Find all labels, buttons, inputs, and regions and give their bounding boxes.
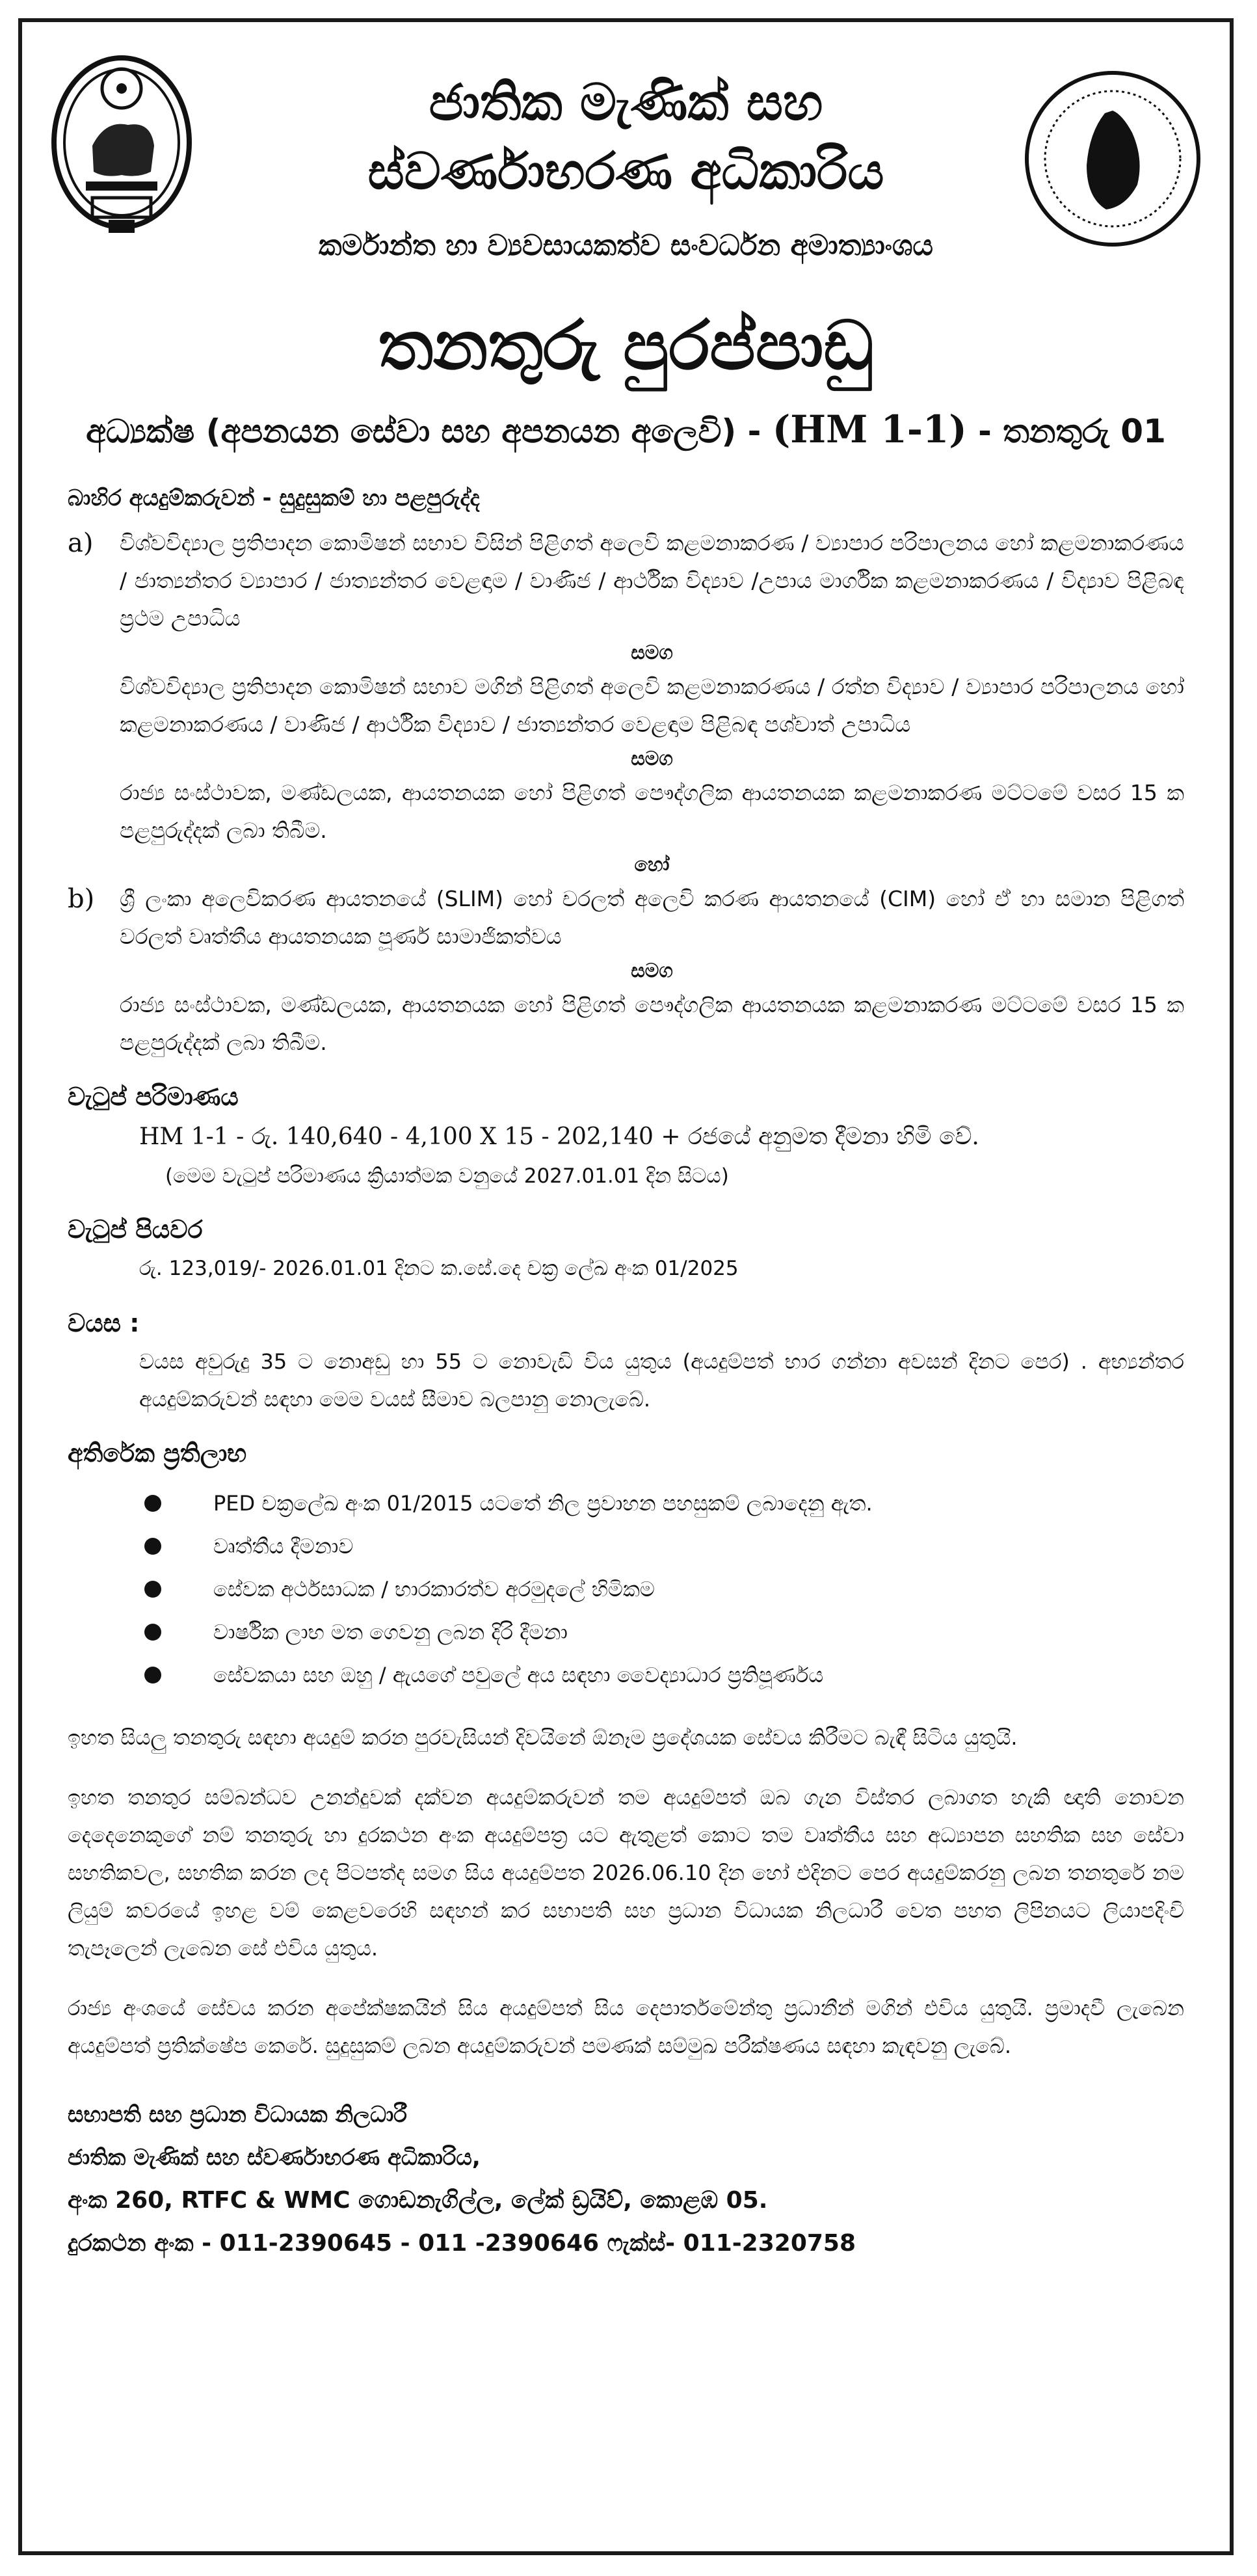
list-item (68, 1482, 1184, 1525)
age-text: වයස අවුරුදු 35 ට නොඅඩු හා 55 ට නොවැඩි විය යුතුය (අයදුම්පත් භාර ගන්නා අවසන් දිනට පෙර) . අභ්‍යන්තර අයදුම්කරුවන් සඳහා මෙම වයස් සීමාව බලපානු නොලැබේ. (139, 1349, 1184, 1412)
conjunction-and: සමග (631, 959, 673, 982)
list-item (68, 1611, 1184, 1654)
post-count: - තනතුරු 01 (966, 412, 1166, 450)
bullet-icon (144, 1538, 161, 1555)
qualification-b-experience: රාජ්‍ය සංස්ථාවක, මණ්ඩලයක, ආයතනයක හෝ පිළිගත් පෞද්ගලික ආයතනයක කළමනාකරණ මට්ටමේ වසර 15 ක පළපුරුද්දක් ලබා තිබීම. (120, 992, 1184, 1055)
benefit-text: වාර්ෂික ලාභ මත ගෙවනු ලබන දිරි දීමනා (213, 1620, 568, 1644)
notice-title: තනතුරු පුරප්පාඩු (378, 306, 874, 385)
post-title (48, 407, 1204, 451)
org-name-line2: ස්වර්ණාභරණ අධිකාරිය (367, 142, 884, 201)
benefit-text: සේවක අර්ථසාධක / භාරකාරත්ව අරමුදලේ හිමිකම (213, 1577, 655, 1602)
notice-header (22, 22, 1230, 334)
ministry-name: කර්මාන්ත හා ව්‍යවසායකත්ව සංවර්ධන අමාත්‍යාංශය (318, 229, 934, 262)
qualification-a-experience: රාජ්‍ය සංස්ථාවක, මණ්ඩලයක, ආයතනයක හෝ පිළිගත් පෞද්ගලික ආයතනයක කළමනාකරණ මට්ටමේ වසර 15 ක පළපුරුද්දක් ලබා තිබීම. (120, 780, 1184, 843)
benefit-text: වෘත්තීය දීමනාව (213, 1534, 354, 1559)
signoff-block (68, 2093, 1184, 2265)
org-name-line1: ජාතික මැණික් සහ (429, 74, 823, 132)
bullet-icon (144, 1667, 161, 1684)
qualification-a-label: a) (68, 528, 94, 558)
signoff-title: සභාපති සහ ප්‍රධාන විධායක නිලධාරී (68, 2102, 407, 2128)
salary-heading: වැටුප් පරිමාණය (68, 1082, 239, 1111)
list-item (68, 1654, 1184, 1697)
list-item (68, 1568, 1184, 1611)
salary-step-text: රු. 123,019/- 2026.01.01 දිනට ක.සේ.දෙ චක්‍ර ලේඛ අංක 01/2025 (139, 1257, 739, 1280)
benefits-heading: අතිරේක ප්‍රතිලාභ (68, 1439, 247, 1468)
qualification-a (68, 524, 1184, 637)
signoff-address: අංක 260, RTFC & WMC ගොඩනැගිල්ල, ලේක් ඩ්‍රයිව්, කොළඹ 05. (68, 2187, 768, 2214)
qualification-a-postgrad: විශ්වවිද්‍යාල ප්‍රතිපාදන කොමිෂන් සභාව මගින් පිළිගත් අලෙවි කළමනාකරණය / රත්න විද්‍යාව / ව්‍යාපාර පරිපාලනය හෝ කළමනාකරණය / වාණිජ / ආර්ථික විද්‍යාව / ජාත්‍යන්තර වෙළඳාම පිළිබඳ පශ්චාත් උපාධිය (120, 674, 1184, 737)
conjunction-or: හෝ (634, 853, 670, 876)
age-heading: වයස : (68, 1309, 140, 1337)
service-area-paragraph: ඉහත සියලු තනතුරු සඳහා අයදුම් කරන පුරවැසියන් දිවයිනේ ඕනෑම ප්‍රදේශයක සේවය කිරීමට බැඳී සිටිය යුතුයි. (68, 1725, 1018, 1750)
salary-note: (මෙම වැටුප් පරිමාණය ක්‍රියාත්මක වනුයේ 2027.01.01 දින සිටය) (165, 1164, 729, 1188)
signoff-organization: ජාතික මැණික් සහ ස්වර්ණාභරණ අධිකාරිය, (68, 2145, 481, 2171)
conjunction-and: සමග (631, 747, 673, 770)
list-item (68, 1525, 1184, 1568)
salary-scale: HM 1-1 - රු. 140,640 - 4,100 X 15 - 202,140 + රජයේ අනුමත දීමනා හිමි වේ. (139, 1123, 979, 1150)
qualification-b (68, 880, 1184, 956)
benefits-list (68, 1482, 1184, 1697)
notice-content (68, 485, 1184, 2265)
salary-step-heading: වැටුප් පියවර (68, 1215, 203, 1244)
post-name: අධ්‍යක්ෂ (අපනයන සේවා සහ අපනයන අලෙවි) - (86, 412, 773, 450)
vacancy-notice (18, 18, 1234, 2555)
bullet-icon (144, 1581, 161, 1598)
benefit-text: සේවකයා සහ ඔහු / ඇයගේ පවුලේ අය සඳහා වෛද්‍යාධාර ප්‍රතිපූර්ණය (213, 1663, 824, 1687)
public-sector-paragraph: රාජ්‍ය අංශයේ සේවය කරන අපේක්ෂකයින් සිය අයදුම්පත් සිය දෙපාර්තමේන්තු ප්‍රධානීන් මගින් එවිය යුතුයි. ප්‍රමාදවී ලැබෙන අයදුම්පත් ප්‍රතික්ෂේප කෙරේ. සුදුසුකම් ලබන අයදුම්කරුවන් පමණක් සම්මුඛ පරීක්ෂණය සඳහා කැඳවනු ලැබේ. (68, 1996, 1184, 2058)
conjunction-and: සමග (631, 641, 673, 664)
bullet-icon (144, 1495, 161, 1512)
benefit-text: PED චක්‍රලේඛ අංක 01/2015 යටතේ නිල ප්‍රවාහන පහසුකම් ලබාදෙනු ඇත. (213, 1491, 873, 1516)
bullet-icon (144, 1624, 161, 1641)
qualification-b-membership: ශ්‍රී ලංකා අලෙවිකරණ ආයතනයේ (SLIM) හෝ චරලත් අලෙවි කරණ ආයතනයේ (CIM) හෝ ඒ හා සමාන පිළිගත් වරලත් වෘත්තීය ආයතනයක පූර්ණ සාමාජිකත්වය (120, 886, 1184, 949)
application-paragraph: ඉහත තනතුර සම්බන්ධව උනන්දුවක් දක්වන අයදුම්කරුවන් තම අයදුම්පත් ඔබ ගැන විස්තර ලබාගත හැකි ඥාති නොවන දෙදෙනෙකුගේ නම් තනතුරු හා දුරකථන අංක අයදුම්පත්‍ර යට ඇතුළත් කොට තම වෘත්තීය සහ අධ්‍යාපන සහතික සහ සේවා සහතිකවල, සහතික කරන ලද පිටපත්ද සමග සිය අයදුම්පත 2026.06.10 දින හෝ එදිනට පෙර අයදුම්කරනු ලබන තනතුරේ නම ලියුම් කවරයේ ඉහළ වම් කෙළවරෙහි සඳහන් කර සභාපති සහ ප්‍රධාන විධායක නිලධාරී වෙත පහත ලිපිනයට ලියාපදිංචි තැපෑලෙන් ලැබෙන සේ එවිය යුතුය. (68, 1785, 1184, 1961)
qualification-b-label: b) (68, 884, 95, 914)
qualification-a-degree: විශ්වවිද්‍යාල ප්‍රතිපාදන කොමිෂන් සභාව විසින් පිළිගත් අලෙවි කළමනාකරණ / ව්‍යාපාර පරිපාලනය හෝ කළමනාකරණය / ජාත්‍යන්තර ව්‍යාපාර / ජාත්‍යන්තර වෙළඳාම / වාණිජ / ආර්ථික විද්‍යාව /උපාය මාර්ගික කළමනාකරණය / විද්‍යාව පිළිබඳ ප්‍රථම උපාධිය (120, 530, 1184, 631)
signoff-phone: දුරකථන අංක - 011-2390645 - 011 -2390646 ෆැක්ස්- 011-2320758 (68, 2230, 856, 2257)
qualifications-heading: බාහිර අයදුම්කරුවන් - සුදුසුකම් හා පළපුරුද්ද (68, 485, 480, 511)
post-code: (HM 1-1) (772, 407, 967, 451)
